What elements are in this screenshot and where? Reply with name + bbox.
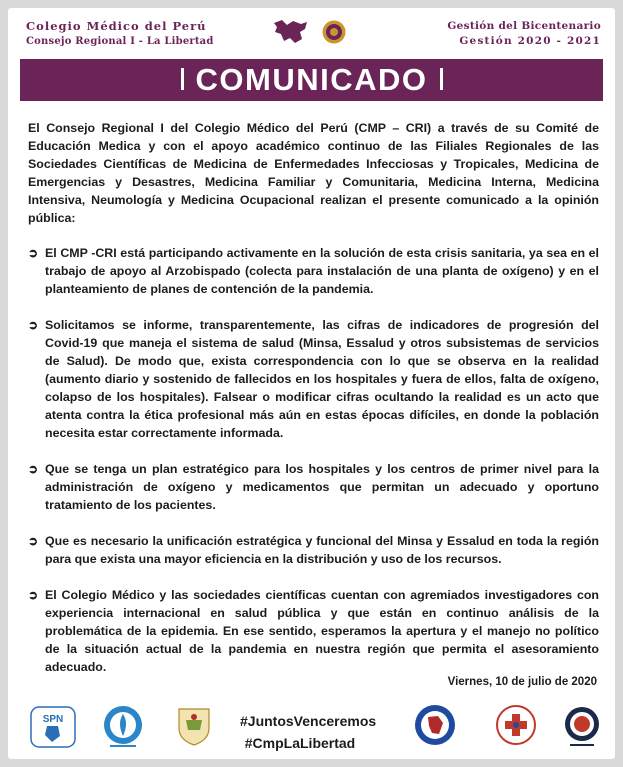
spn-logo-text: SPN <box>42 714 64 725</box>
bullet-item <box>28 460 599 514</box>
hashtags <box>240 710 377 754</box>
medicina-familiar-logo-icon <box>564 706 600 748</box>
banner-title: COMUNICADO <box>195 62 428 97</box>
communique-date: Viernes, 10 de julio de 2020 <box>447 676 597 688</box>
banner-divider-right <box>440 68 443 90</box>
org-block <box>26 19 214 49</box>
org-name: Colegio Médico del Perú <box>26 19 207 33</box>
footer-logos <box>8 698 615 758</box>
communique-body <box>28 119 599 676</box>
medicina-emergencias-logo-icon <box>493 704 539 750</box>
intensiva-society-logo-icon <box>413 704 457 750</box>
bullet-item <box>28 532 599 568</box>
arrow-right-circle-icon: ➲ <box>28 462 39 476</box>
header <box>8 8 615 52</box>
arrow-right-circle-icon: ➲ <box>28 318 39 332</box>
bullet-item <box>28 586 599 676</box>
bullet-text: Que es necesario la unificación estratégica y funcional del Minsa y Essalud en toda la región para que exista una mayor eficiencia en la distribución y uso de los recursos. <box>45 534 599 566</box>
medicina-interna-logo-icon <box>102 705 144 749</box>
bullet-text: Solicitamos se informe, transparentemente, las cifras de indicadores de progresión del Covid-19 que maneja el sistema de salud (Minsa, Essalud y otros subsistemas de servicios de Salud). De modo que, exista correspondencia con lo que se observa en la realidad (aumento diario y sostenido de fallecidos en los hospitales y fuera de ellos, falta de oxígeno, colapso de los hospitales). Falsear o modificar cifras ocultando la realidad es un acto que atenta contra la ética profesional más aún en estas épocas difíciles, en donde la población necesita estar correctamente informada. <box>45 318 599 440</box>
bullet-text: El CMP -CRI está participando activamente en la solución de esta crisis sanitaria, ya sea en el trabajo de apoyo al Arzobispado (colecta para instalación de una planta de oxígeno) y en el planteamiento de planes de contención de la pandemia. <box>45 246 599 296</box>
arrow-right-circle-icon: ➲ <box>28 534 39 548</box>
arrow-right-circle-icon: ➲ <box>28 246 39 260</box>
hashtag-juntos: #JuntosVenceremos <box>240 713 377 729</box>
hashtag-cmp: #CmpLaLibertad <box>244 735 356 751</box>
org-subtitle: Consejo Regional I - La Libertad <box>26 36 214 47</box>
communique-sheet <box>8 8 615 759</box>
title-banner <box>20 59 603 101</box>
seal-logo-icon <box>322 20 346 44</box>
banner-divider-left <box>181 68 184 90</box>
peru-map-logo-icon <box>270 17 310 45</box>
gestion-title: Gestión del Bicentenario <box>447 20 601 32</box>
bullet-text: Que se tenga un plan estratégico para los hospitales y los centros de primer nivel para la administración de oxígeno y medicamentos que permitan un adecuado y oportuno tratamiento de los pacientes. <box>45 462 599 512</box>
gestion-block <box>447 19 601 49</box>
gestion-period: Gestión 2020 - 2021 <box>459 35 601 47</box>
intro-paragraph: El Consejo Regional I del Colegio Médico del Perú (CMP – CRI) a través de su Comité de Educación Medica y con el apoyo académico continuo de las Filiales Regionales de las Sociedades Científicas de Medicina de Enfermedades Infecciosas y Tropicales, Medicina de Emergencias y Desastres, Medicina Familiar y Comunitaria, Medicina Interna, Medicina Intensiva, Neumología y Medicina Ocupacional realizan el presente comunicado a la opinión pública: <box>28 121 599 225</box>
spn-logo-icon <box>30 706 76 748</box>
arrow-right-circle-icon: ➲ <box>28 588 39 602</box>
bullet-item <box>28 244 599 298</box>
bullet-item <box>28 316 599 442</box>
bullet-text: El Colegio Médico y las sociedades científicas cuentan con agremiados investigadores con experiencia internacional en salud pública y que están en continuo análisis de la problemática de la epidemia. En ese sentido, esperamos la apertura y el manejo no político de la situación actual de la pandemia en nuestra región que permita el asesoramiento adecuado. <box>45 588 599 674</box>
emergencias-society-logo-icon <box>174 706 214 748</box>
